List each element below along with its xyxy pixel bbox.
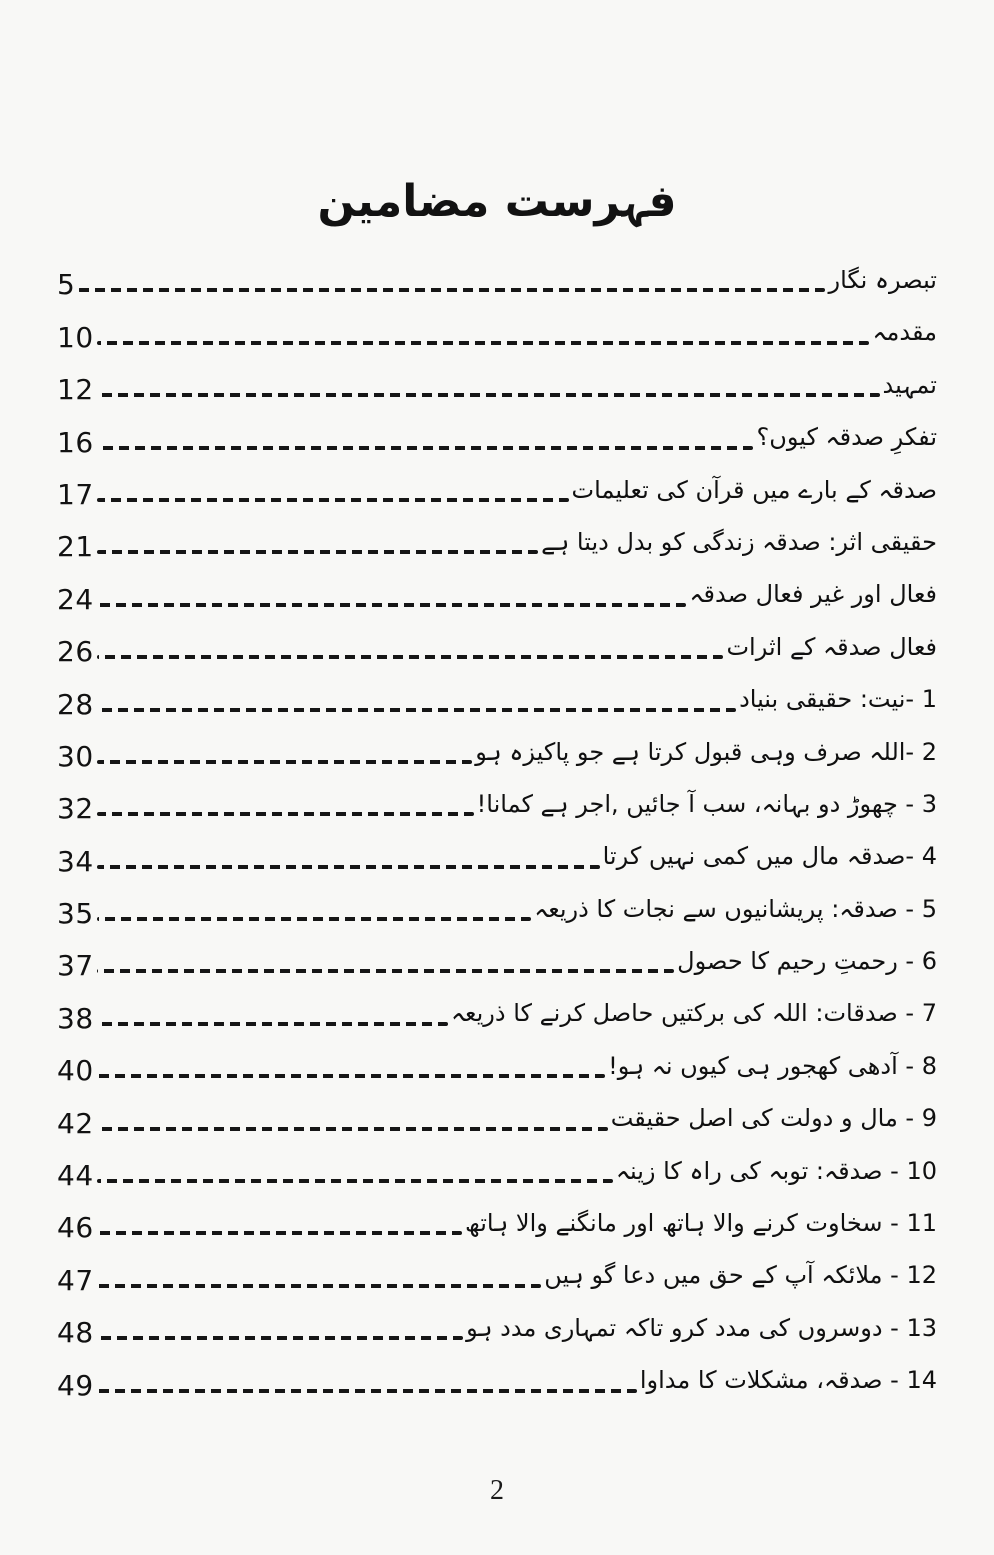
toc-entry	[57, 720, 937, 772]
toc-entry-page-number: 24	[57, 582, 94, 616]
dashed-leader	[97, 341, 870, 345]
dashed-leader	[97, 760, 473, 764]
toc-entry	[57, 929, 937, 981]
toc-entry-title: صدقہ کے بارے میں قرآن کی تعلیمات	[571, 475, 937, 504]
page-number: 2	[490, 1475, 504, 1506]
toc-entry-title: 2 -اللہ صرف وہی قبول کرتا ہے جو پاکیزہ ہو	[475, 737, 937, 766]
toc-entry-title: 13 - دوسروں کی مدد کرو تاکہ تمہاری مدد ہو	[466, 1313, 937, 1342]
toc-entry	[57, 1139, 937, 1191]
toc-entry	[57, 1191, 937, 1243]
toc-entry-title: 8 - آدھی کھجور ہی کیوں نہ ہو!	[608, 1051, 937, 1080]
toc-entry-title: مقدمہ	[872, 318, 937, 347]
toc-entry-page-number: 26	[57, 635, 94, 669]
toc-entry-page-number: 34	[57, 844, 94, 878]
dashed-leader	[97, 1336, 463, 1340]
toc-entry-title: 5 - صدقہ: پریشانیوں سے نجات کا ذریعہ	[534, 894, 937, 923]
toc-entry-page-number: 30	[57, 739, 94, 773]
toc-entry-title: فعال صدقہ کے اثرات	[726, 632, 937, 661]
toc-entry-title: تمہید	[882, 370, 937, 399]
toc-entry-page-number: 46	[57, 1211, 94, 1245]
toc-entry	[57, 1086, 937, 1138]
toc-entry	[57, 1296, 937, 1348]
dashed-leader	[97, 1284, 542, 1288]
toc-entry-title: 12 - ملائکہ آپ کے حق میں دعا گو ہیں	[544, 1261, 937, 1290]
dashed-leader	[97, 1074, 605, 1078]
toc-entry-title: 6 - رحمتِ رحیم کا حصول	[677, 947, 937, 976]
toc-entry	[57, 1348, 937, 1400]
dashed-leader	[97, 393, 880, 397]
dashed-leader	[97, 446, 754, 450]
toc-entry-title: 11 - سخاوت کرنے والا ہاتھ اور مانگنے والا ہاتھ	[465, 1209, 937, 1238]
toc-entry-page-number: 16	[57, 425, 94, 459]
toc-entry	[57, 1034, 937, 1086]
dashed-leader	[97, 969, 675, 973]
toc-entry	[57, 615, 937, 667]
toc-entry-title: 3 - چھوڑ دو بہانہ، سب آ جائیں ,اجر ہے کمانا!	[476, 789, 937, 818]
toc-entry-title: فعال اور غیر فعال صدقہ	[689, 580, 937, 609]
toc-entry-page-number: 49	[57, 1368, 94, 1402]
toc-entry-title: حقیقی اثر: صدقہ زندگی کو بدل دیتا ہے	[541, 527, 937, 556]
toc-entry	[57, 772, 937, 824]
toc-entry-page-number: 10	[57, 320, 94, 354]
toc-entry-title: 4 -صدقہ مال میں کمی نہیں کرتا	[602, 842, 937, 871]
toc-entry	[57, 458, 937, 510]
dashed-leader	[78, 288, 825, 292]
table-of-contents	[57, 248, 937, 1401]
toc-entry-page-number: 44	[57, 1159, 94, 1193]
dashed-leader	[97, 812, 474, 816]
toc-entry	[57, 510, 937, 562]
toc-entry	[57, 248, 937, 300]
dashed-leader	[97, 498, 569, 502]
toc-entry-title: 1 -نیت: حقیقی بنیاد	[739, 685, 937, 714]
toc-entry-page-number: 38	[57, 1001, 94, 1035]
dashed-leader	[97, 1127, 608, 1131]
toc-entry-title: 9 - مال و دولت کی اصل حقیقت	[610, 1104, 937, 1133]
toc-entry-page-number: 12	[57, 373, 94, 407]
toc-entry	[57, 1243, 937, 1295]
toc-entry-page-number: 17	[57, 477, 94, 511]
toc-entry-title: تفکرِ صدقہ کیوں؟	[756, 423, 937, 452]
dashed-leader	[97, 603, 687, 607]
toc-entry	[57, 824, 937, 876]
toc-entry	[57, 877, 937, 929]
toc-entry-title: تبصرہ نگار	[828, 266, 937, 294]
toc-entry-title: 14 - صدقہ، مشکلات کا مداوا	[639, 1366, 937, 1395]
dashed-leader	[97, 1179, 613, 1183]
toc-entry-page-number: 35	[57, 897, 94, 931]
toc-entry-page-number: 48	[57, 1316, 94, 1350]
dashed-leader	[97, 550, 539, 554]
toc-entry-page-number: 28	[57, 687, 94, 721]
dashed-leader	[97, 1389, 637, 1393]
toc-entry	[57, 300, 937, 352]
dashed-leader	[97, 708, 736, 712]
toc-entry-page-number: 42	[57, 1106, 94, 1140]
toc-entry	[57, 562, 937, 614]
toc-entry-title: 7 - صدقات: اللہ کی برکتیں حاصل کرنے کا ذریعہ	[450, 999, 937, 1028]
dashed-leader	[97, 1022, 448, 1026]
toc-entry-page-number: 32	[57, 792, 94, 826]
toc-entry	[57, 981, 937, 1033]
toc-entry	[57, 353, 937, 405]
toc-entry-title: 10 - صدقہ: توبہ کی راہ کا زینہ	[615, 1156, 937, 1185]
page-title: فہرست مضامین	[317, 176, 677, 227]
dashed-leader	[97, 1231, 462, 1235]
toc-entry	[57, 667, 937, 719]
toc-entry-page-number: 40	[57, 1054, 94, 1088]
dashed-leader	[97, 917, 532, 921]
toc-entry-page-number: 5	[57, 268, 76, 302]
toc-entry	[57, 405, 937, 457]
toc-entry-page-number: 47	[57, 1263, 94, 1297]
toc-entry-page-number: 21	[57, 530, 94, 564]
toc-entry-page-number: 37	[57, 949, 94, 983]
dashed-leader	[97, 655, 724, 659]
dashed-leader	[97, 865, 600, 869]
